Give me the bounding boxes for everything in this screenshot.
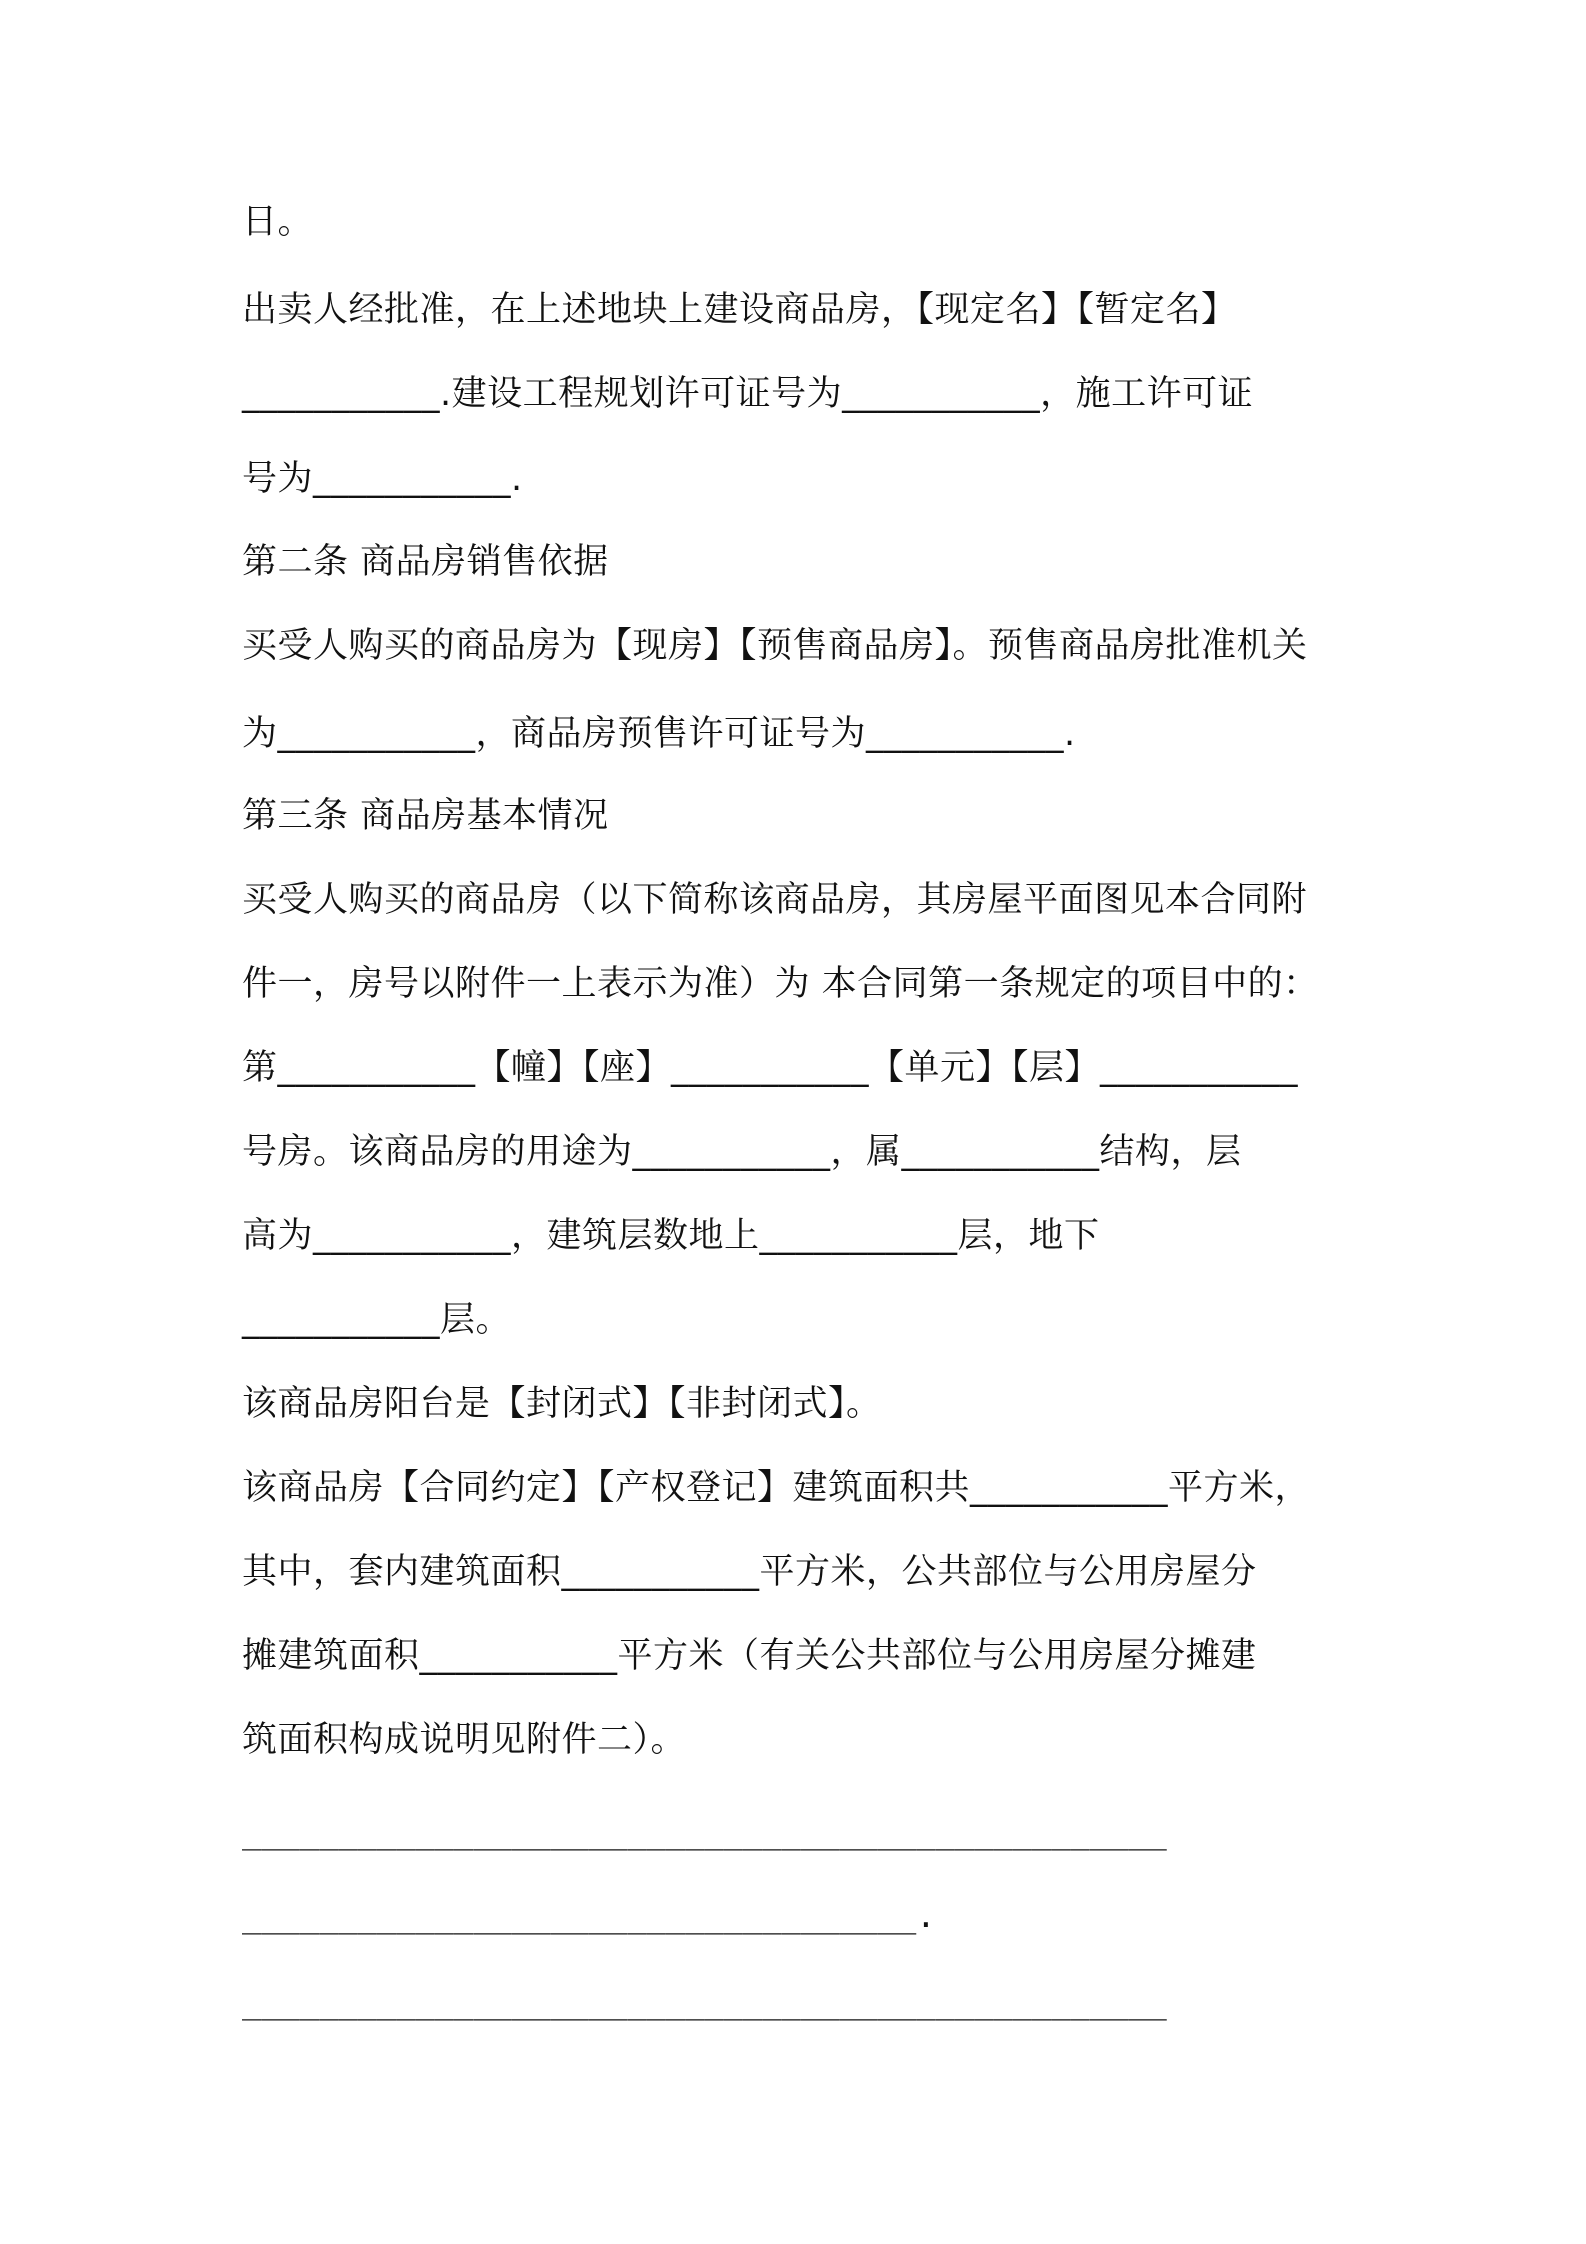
text-line-underground-floors: ___________层。 <box>242 1300 512 1340</box>
blank-line-3: ________________________________________________ <box>242 1983 1167 2021</box>
text-line-property-intro: 买受人购买的商品房（以下简称该商品房，其房屋平面图见本合同附 <box>242 880 1308 920</box>
text-line-annex-two: 筑面积构成说明见附件二）。 <box>242 1720 687 1760</box>
article-3-heading: 第三条 商品房基本情况 <box>242 796 609 836</box>
blank-line-1: ________________________________________________ <box>242 1813 1167 1851</box>
text-line-sale-type: 买受人购买的商品房为【现房】【预售商品房】。预售商品房批准机关 <box>242 626 1308 666</box>
text-line-seller-approval: 出卖人经批准，在上述地块上建设商品房，【现定名】【暂定名】 <box>242 290 1237 330</box>
article-2-heading: 第二条 商品房销售依据 <box>242 542 609 582</box>
text-line-floor-area: 该商品房【合同约定】【产权登记】建筑面积共___________平方米， <box>242 1468 1311 1508</box>
text-line-building-unit: 第___________【幢】【座】___________【单元】【层】___________ <box>242 1048 1299 1088</box>
text-line-shared-area: 摊建筑面积___________平方米（有关公共部位与公用房屋分摊建 <box>242 1636 1257 1676</box>
text-line-planning-permit: ___________.建设工程规划许可证号为___________，施工许可证 <box>242 374 1254 414</box>
text-line-date-end: 日。 <box>242 202 314 242</box>
blank-line-2: ___________________________________. <box>242 1897 936 1935</box>
text-line-property-reference: 件一，房号以附件一上表示为准）为 本合同第一条规定的项目中的： <box>242 964 1319 1004</box>
text-line-inner-area: 其中，套内建筑面积___________平方米，公共部位与公用房屋分 <box>242 1552 1257 1592</box>
text-line-usage-structure: 号房。该商品房的用途为___________，属___________结构，层 <box>242 1132 1242 1172</box>
text-line-construction-permit: 号为___________. <box>242 459 523 499</box>
text-line-floor-height: 高为___________，建筑层数地上___________层，地下 <box>242 1216 1100 1256</box>
text-line-balcony: 该商品房阳台是【封闭式】【非封闭式】。 <box>242 1384 882 1424</box>
text-line-presale-permit: 为___________，商品房预售许可证号为___________. <box>242 714 1076 754</box>
